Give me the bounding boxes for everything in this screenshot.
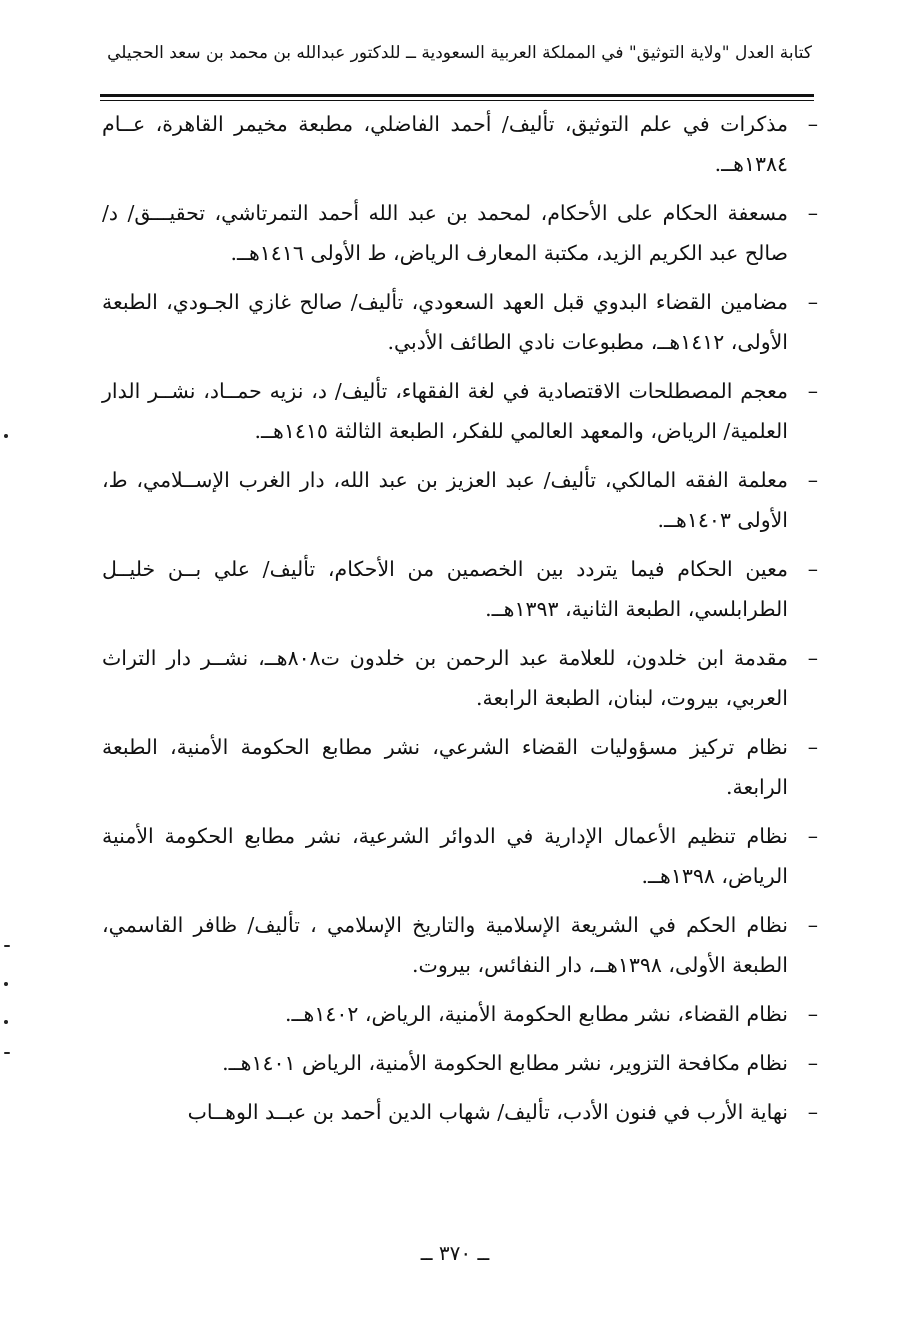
bibliography-entry — [102, 104, 818, 184]
entry-text: نظام مكافحة التزوير، نشر مطابع الحكومة الأمنية، الرياض ١٤٠١هــ. — [222, 1051, 788, 1075]
entry-dash: – — [807, 1100, 818, 1124]
bibliography-entry — [102, 638, 818, 718]
running-header: كتابة العدل "ولاية التوثيق" في المملكة العربية السعودية ــ للدكتور عبدالله بن محمد بن سعد الحجيلي — [107, 43, 812, 63]
entry-dash: – — [807, 290, 818, 314]
bibliography-entry — [102, 816, 818, 896]
entry-text: معين الحكام فيما يتردد بين الخصمين من الأحكام، تأليف/ علي بــن خليــل الطرابلسي، الطبعة الثانية، ١٣٩٣هــ. — [102, 557, 788, 621]
scan-speck — [4, 1020, 8, 1024]
scan-speck — [4, 945, 10, 947]
bibliography-entry — [102, 282, 818, 362]
entry-text: مقدمة ابن خلدون، للعلامة عبد الرحمن بن خلدون ت٨٠٨هــ، نشــر دار التراث العربي، بيروت، لبنان، الطبعة الرابعة. — [102, 646, 788, 710]
entry-text: مذكرات في علم التوثيق، تأليف/ أحمد الفاضلي، مطبعة مخيمر القاهرة، عــام ١٣٨٤هــ. — [102, 112, 788, 176]
entry-dash: – — [807, 646, 818, 670]
scan-speck — [4, 1052, 10, 1054]
scan-speck — [4, 434, 8, 438]
entry-text: نهاية الأرب في فنون الأدب، تأليف/ شهاب الدين أحمد بن عبــد الوهــاب — [187, 1100, 788, 1124]
bibliography-entry — [102, 371, 818, 451]
bibliography-entry — [102, 905, 818, 985]
entry-dash: – — [807, 112, 818, 136]
entry-dash: – — [807, 824, 818, 848]
entry-dash: – — [807, 1002, 818, 1026]
entry-text: مسعفة الحكام على الأحكام، لمحمد بن عبد الله أحمد التمرتاشي، تحقيـــق/ د/ صالح عبد الكريم الزيد، مكتبة المعارف الرياض، ط الأولى ١٤١٦هــ. — [102, 201, 788, 265]
entry-text: نظام القضاء، نشر مطابع الحكومة الأمنية، الرياض، ١٤٠٢هــ. — [284, 1002, 788, 1026]
entry-dash: – — [807, 557, 818, 581]
entry-dash: – — [807, 468, 818, 492]
entry-text: نظام الحكم في الشريعة الإسلامية والتاريخ الإسلامي ، تأليف/ ظافر القاسمي، الطبعة الأولى، ١٣٩٨هــ، دار النفائس، بيروت. — [102, 913, 788, 977]
bibliography-entry — [102, 193, 818, 273]
bibliography-entry — [102, 727, 818, 807]
bibliography-entry — [102, 1092, 818, 1132]
entry-text: معلمة الفقه المالكي، تأليف/ عبد العزيز بن عبد الله، دار الغرب الإســلامي، ط، الأولى ١٤٠٣هــ. — [102, 468, 788, 532]
bibliography-entry — [102, 994, 818, 1034]
entry-dash: – — [807, 735, 818, 759]
bibliography-entry — [102, 460, 818, 540]
entry-dash: – — [807, 201, 818, 225]
entry-text: نظام تنظيم الأعمال الإدارية في الدوائر الشرعية، نشر مطابع الحكومة الأمنية الرياض، ١٣٩٨هــ. — [102, 824, 788, 888]
bibliography-list — [102, 104, 818, 1141]
entry-dash: – — [807, 913, 818, 937]
entry-dash: – — [807, 379, 818, 403]
scan-speck — [4, 982, 8, 986]
entry-text: نظام تركيز مسؤوليات القضاء الشرعي، نشر مطابع الحكومة الأمنية، الطبعة الرابعة. — [102, 735, 788, 799]
entry-text: مضامين القضاء البدوي قبل العهد السعودي، تأليف/ صالح غازي الجـودي، الطبعة الأولى، ١٤١٢هــ، مطبوعات نادي الطائف الأدبي. — [102, 290, 788, 354]
bibliography-entry — [102, 549, 818, 629]
page-number: ــ ٣٧٠ ــ — [420, 1241, 490, 1265]
entry-text: معجم المصطلحات الاقتصادية في لغة الفقهاء، تأليف/ د، نزيه حمــاد، نشــر الدار العلمية/ الرياض، والمعهد العالمي للفكر، الطبعة الثالثة ١٤١٥هــ. — [102, 379, 788, 443]
header-rule — [100, 94, 814, 97]
entry-dash: – — [807, 1051, 818, 1075]
bibliography-entry — [102, 1043, 818, 1083]
header-rule-thin — [100, 100, 814, 101]
